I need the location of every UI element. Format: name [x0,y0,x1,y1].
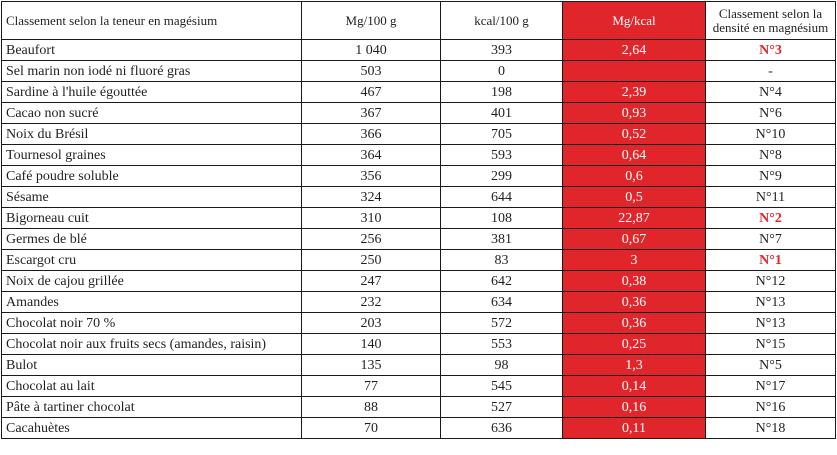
table-row [2,418,836,439]
density-rank-cell: N°2 [706,208,836,229]
table-row [2,103,836,124]
density-rank-cell: N°8 [706,145,836,166]
mg-per-100g-cell: 467 [302,82,441,103]
food-name-cell: Bulot [2,355,302,376]
kcal-per-100g-cell: 98 [441,355,563,376]
kcal-per-100g-cell: 198 [441,82,563,103]
mg-per-100g-cell: 503 [302,61,441,82]
mg-per-kcal-cell: 2,39 [563,82,706,103]
food-name-cell: Tournesol graines [2,145,302,166]
mg-per-100g-cell: 250 [302,250,441,271]
kcal-per-100g-cell: 0 [441,61,563,82]
kcal-per-100g-cell: 401 [441,103,563,124]
food-name-cell: Pâte à tartiner chocolat [2,397,302,418]
table-row [2,40,836,61]
table-row [2,208,836,229]
mg-per-kcal-cell: 0,36 [563,292,706,313]
table-row [2,229,836,250]
table-body [2,40,836,439]
mg-per-100g-cell: 310 [302,208,441,229]
food-name-cell: Germes de blé [2,229,302,250]
table-header [2,2,836,40]
kcal-per-100g-cell: 644 [441,187,563,208]
mg-per-100g-cell: 140 [302,334,441,355]
food-name-cell: Escargot cru [2,250,302,271]
kcal-per-100g-cell: 636 [441,418,563,439]
mg-per-100g-cell: 1 040 [302,40,441,61]
header-density-ranking: Classement selon la densité en magnésium [706,2,836,40]
mg-per-kcal-cell: 0,6 [563,166,706,187]
mg-per-kcal-cell: 0,25 [563,334,706,355]
mg-per-100g-cell: 356 [302,166,441,187]
mg-per-kcal-cell: 0,36 [563,313,706,334]
density-rank-cell: N°10 [706,124,836,145]
kcal-per-100g-cell: 381 [441,229,563,250]
mg-per-kcal-cell: 1,3 [563,355,706,376]
food-name-cell: Chocolat noir 70 % [2,313,302,334]
magnesium-table [1,1,836,439]
mg-per-kcal-cell: 22,87 [563,208,706,229]
table-row [2,124,836,145]
mg-per-kcal-cell: 0,16 [563,397,706,418]
table-row [2,397,836,418]
density-rank-cell: N°13 [706,292,836,313]
density-rank-cell: N°6 [706,103,836,124]
density-rank-cell: N°4 [706,82,836,103]
kcal-per-100g-cell: 705 [441,124,563,145]
density-rank-cell: N°7 [706,229,836,250]
table-row [2,334,836,355]
table-row [2,271,836,292]
kcal-per-100g-cell: 572 [441,313,563,334]
food-name-cell: Cacahuètes [2,418,302,439]
table-row [2,61,836,82]
mg-per-kcal-cell: 0,67 [563,229,706,250]
table-row [2,82,836,103]
table-row [2,376,836,397]
header-mg-per-100g: Mg/100 g [302,2,441,40]
kcal-per-100g-cell: 642 [441,271,563,292]
table-row [2,292,836,313]
food-name-cell: Café poudre soluble [2,166,302,187]
food-name-cell: Sardine à l'huile égouttée [2,82,302,103]
header-kcal-per-100g: kcal/100 g [441,2,563,40]
table-row [2,250,836,271]
mg-per-100g-cell: 247 [302,271,441,292]
mg-per-100g-cell: 203 [302,313,441,334]
density-rank-cell: N°3 [706,40,836,61]
kcal-per-100g-cell: 634 [441,292,563,313]
food-name-cell: Sel marin non iodé ni fluoré gras [2,61,302,82]
header-mg-per-kcal: Mg/kcal [563,2,706,40]
density-rank-cell: - [706,61,836,82]
mg-per-kcal-cell: 0,38 [563,271,706,292]
mg-per-kcal-cell: 0,14 [563,376,706,397]
mg-per-kcal-cell: 2,64 [563,40,706,61]
mg-per-kcal-cell: 0,11 [563,418,706,439]
kcal-per-100g-cell: 108 [441,208,563,229]
food-name-cell: Sésame [2,187,302,208]
density-rank-cell: N°18 [706,418,836,439]
mg-per-100g-cell: 70 [302,418,441,439]
density-rank-cell: N°12 [706,271,836,292]
food-name-cell: Amandes [2,292,302,313]
mg-per-kcal-cell [563,61,706,82]
table-row [2,145,836,166]
mg-per-100g-cell: 135 [302,355,441,376]
density-rank-cell: N°5 [706,355,836,376]
mg-per-100g-cell: 77 [302,376,441,397]
mg-per-100g-cell: 367 [302,103,441,124]
mg-per-100g-cell: 364 [302,145,441,166]
mg-per-100g-cell: 256 [302,229,441,250]
kcal-per-100g-cell: 393 [441,40,563,61]
kcal-per-100g-cell: 83 [441,250,563,271]
kcal-per-100g-cell: 545 [441,376,563,397]
mg-per-kcal-cell: 3 [563,250,706,271]
mg-per-kcal-cell: 0,93 [563,103,706,124]
table-row [2,187,836,208]
mg-per-100g-cell: 88 [302,397,441,418]
mg-per-100g-cell: 232 [302,292,441,313]
density-rank-cell: N°13 [706,313,836,334]
food-name-cell: Noix de cajou grillée [2,271,302,292]
density-rank-cell: N°17 [706,376,836,397]
food-name-cell: Chocolat au lait [2,376,302,397]
density-rank-cell: N°9 [706,166,836,187]
mg-per-kcal-cell: 0,52 [563,124,706,145]
kcal-per-100g-cell: 527 [441,397,563,418]
kcal-per-100g-cell: 299 [441,166,563,187]
mg-per-100g-cell: 366 [302,124,441,145]
header-food-ranking: Classement selon la teneur en magésium [2,2,302,40]
food-name-cell: Noix du Brésil [2,124,302,145]
table-row [2,355,836,376]
density-rank-cell: N°16 [706,397,836,418]
header-row [2,2,836,40]
table-row [2,313,836,334]
mg-per-kcal-cell: 0,64 [563,145,706,166]
mg-per-100g-cell: 324 [302,187,441,208]
density-rank-cell: N°1 [706,250,836,271]
density-rank-cell: N°11 [706,187,836,208]
kcal-per-100g-cell: 553 [441,334,563,355]
table-row [2,166,836,187]
density-rank-cell: N°15 [706,334,836,355]
food-name-cell: Beaufort [2,40,302,61]
food-name-cell: Bigorneau cuit [2,208,302,229]
food-name-cell: Cacao non sucré [2,103,302,124]
food-name-cell: Chocolat noir aux fruits secs (amandes, raisin) [2,334,302,355]
kcal-per-100g-cell: 593 [441,145,563,166]
mg-per-kcal-cell: 0,5 [563,187,706,208]
